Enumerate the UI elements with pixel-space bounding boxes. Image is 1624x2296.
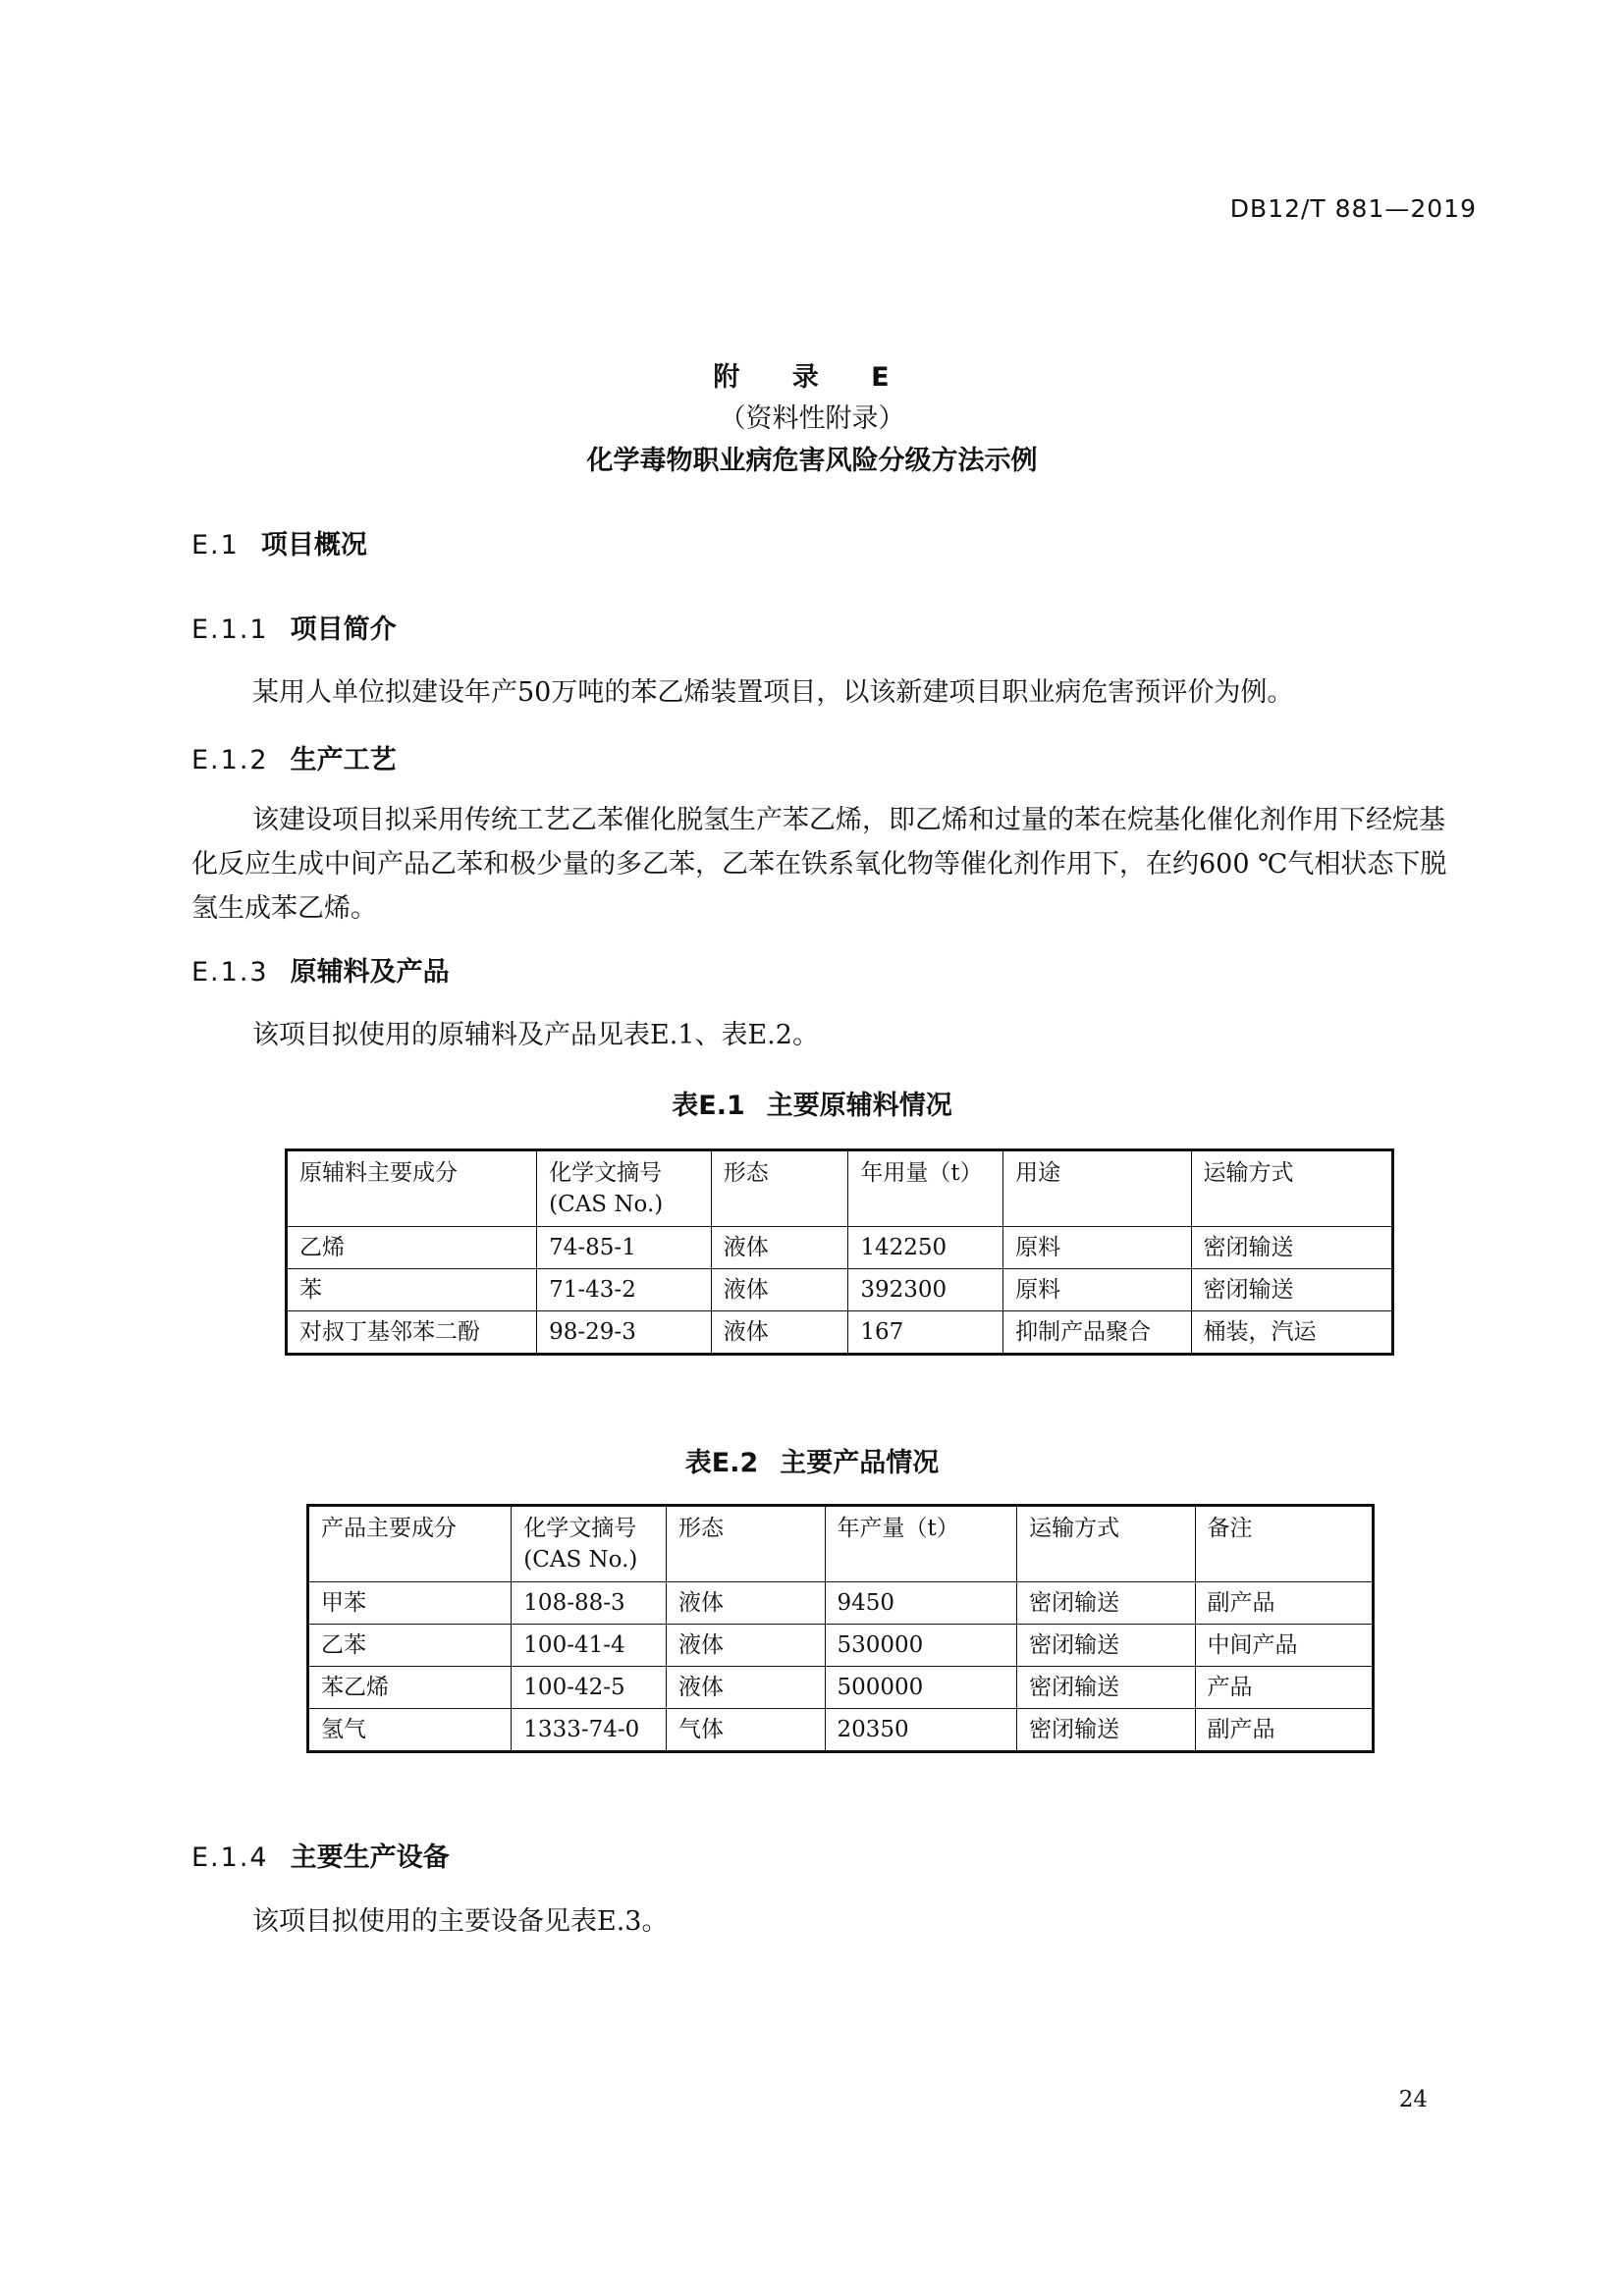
section-e12-text: 该建设项目拟采用传统工艺乙苯催化脱氢生产苯乙烯，即乙烯和过量的苯在烷基化催化剂作用下经烷基化反应生成中间产品乙苯和极少量的多乙苯，乙苯在铁系氧化物等催化剂作用下，在约600 ℃气相状态下脱氢生成苯乙烯。 (191, 805, 1447, 924)
table-cell: 抑制产品聚合 (1003, 1311, 1191, 1355)
section-number: E.1.4 (191, 1842, 269, 1873)
section-title: 主要生产设备 (290, 1842, 450, 1873)
appendix-title: 化学毒物职业病危害风险分级方法示例 (586, 446, 1038, 476)
section-title: 生产工艺 (290, 745, 397, 775)
table1-header-cell: 形态 (711, 1150, 848, 1227)
table-cell: 100-42-5 (512, 1667, 667, 1709)
table-cell: 392300 (848, 1269, 1003, 1311)
table-row (287, 1269, 1393, 1311)
table-cell: 液体 (667, 1582, 826, 1625)
table1-header-cell: 原辅料主要成分 (287, 1150, 537, 1227)
table-cell: 500000 (825, 1667, 1017, 1709)
table2-header-cell: 产品主要成分 (308, 1506, 512, 1582)
section-number: E.1.1 (191, 614, 269, 645)
table-cell: 乙烯 (287, 1227, 537, 1269)
table1-header-cell: 年用量（t） (848, 1150, 1003, 1227)
table-row (287, 1227, 1393, 1269)
table-row (308, 1625, 1374, 1667)
table-cell: 原料 (1003, 1227, 1191, 1269)
table-cell: 密闭输送 (1191, 1227, 1392, 1269)
table1-raw-materials (285, 1148, 1394, 1356)
table2-header-cell: 运输方式 (1017, 1506, 1195, 1582)
table-cell: 密闭输送 (1017, 1667, 1195, 1709)
section-e14-heading (191, 1836, 450, 1874)
table2-caption-title: 主要产品情况 (780, 1448, 940, 1478)
section-e11-heading (191, 608, 397, 646)
section-e13-text: 该项目拟使用的原辅料及产品见表E.1、表E.2。 (252, 1020, 819, 1050)
table-cell: 密闭输送 (1191, 1269, 1392, 1311)
table2-header-cell: 形态 (667, 1506, 826, 1582)
table-cell: 副产品 (1195, 1709, 1373, 1752)
page-number: 24 (1398, 2087, 1428, 2112)
table-cell: 20350 (825, 1709, 1017, 1752)
document-number: DB12/T 881—2019 (1229, 194, 1477, 223)
table-cell: 100-41-4 (512, 1625, 667, 1667)
table-cell: 桶装，汽运 (1191, 1311, 1392, 1355)
table-row (287, 1311, 1393, 1355)
table1-header-row (287, 1150, 1393, 1227)
table1-header-cell: 运输方式 (1191, 1150, 1392, 1227)
table2-header-cell: 年产量（t） (825, 1506, 1017, 1582)
table-cell: 副产品 (1195, 1582, 1373, 1625)
table1-caption (0, 1084, 1624, 1122)
table-cell: 1333-74-0 (512, 1709, 667, 1752)
appendix-label: 附 录 E (713, 362, 911, 393)
table-cell: 乙苯 (308, 1625, 512, 1667)
table-cell: 液体 (711, 1311, 848, 1355)
table-cell: 密闭输送 (1017, 1582, 1195, 1625)
table-cell: 9450 (825, 1582, 1017, 1625)
section-number: E.1 (191, 530, 240, 561)
section-title: 原辅料及产品 (290, 957, 450, 988)
table-cell: 密闭输送 (1017, 1625, 1195, 1667)
table-row (308, 1582, 1374, 1625)
table-cell: 71-43-2 (537, 1269, 712, 1311)
table-cell: 中间产品 (1195, 1625, 1373, 1667)
table-cell: 密闭输送 (1017, 1709, 1195, 1752)
table2-header-cell: 备注 (1195, 1506, 1373, 1582)
table1-header-cell: 化学文摘号 (CAS No.) (537, 1150, 712, 1227)
table-cell: 530000 (825, 1625, 1017, 1667)
section-number: E.1.2 (191, 745, 269, 775)
section-e13-heading (191, 950, 450, 988)
table-cell: 液体 (667, 1625, 826, 1667)
table-cell: 对叔丁基邻苯二酚 (287, 1311, 537, 1355)
section-e12-heading (191, 738, 397, 776)
table-cell: 苯乙烯 (308, 1667, 512, 1709)
table2-header-row (308, 1506, 1374, 1582)
table2-header-cell: 化学文摘号 (CAS No.) (512, 1506, 667, 1582)
table1-caption-title: 主要原辅料情况 (766, 1091, 952, 1121)
table1-caption-number: 表E.1 (672, 1091, 745, 1121)
section-e1-heading (191, 523, 367, 561)
table1-header-cell: 用途 (1003, 1150, 1191, 1227)
appendix-type: （资料性附录） (719, 403, 905, 434)
table-cell: 74-85-1 (537, 1227, 712, 1269)
table-cell: 产品 (1195, 1667, 1373, 1709)
section-title: 项目简介 (290, 614, 397, 645)
table2-caption-number: 表E.2 (684, 1448, 759, 1478)
table-row (308, 1709, 1374, 1752)
table-cell: 液体 (711, 1269, 848, 1311)
section-e14-text: 该项目拟使用的主要设备见表E.3。 (252, 1906, 669, 1937)
table-cell: 液体 (711, 1227, 848, 1269)
table-cell: 原料 (1003, 1269, 1191, 1311)
table-cell: 氢气 (308, 1709, 512, 1752)
table-cell: 甲苯 (308, 1582, 512, 1625)
table-row (308, 1667, 1374, 1709)
table-cell: 液体 (667, 1667, 826, 1709)
table-cell: 142250 (848, 1227, 1003, 1269)
table-cell: 苯 (287, 1269, 537, 1311)
section-title: 项目概况 (260, 530, 367, 561)
section-number: E.1.3 (191, 957, 269, 988)
table-cell: 气体 (667, 1709, 826, 1752)
section-e11-text: 某用人单位拟建设年产50万吨的苯乙烯装置项目，以该新建项目职业病危害预评价为例。 (252, 677, 1294, 708)
table-cell: 108-88-3 (512, 1582, 667, 1625)
table2-products (306, 1504, 1375, 1753)
table-cell: 98-29-3 (537, 1311, 712, 1355)
table2-caption (0, 1441, 1624, 1479)
table-cell: 167 (848, 1311, 1003, 1355)
